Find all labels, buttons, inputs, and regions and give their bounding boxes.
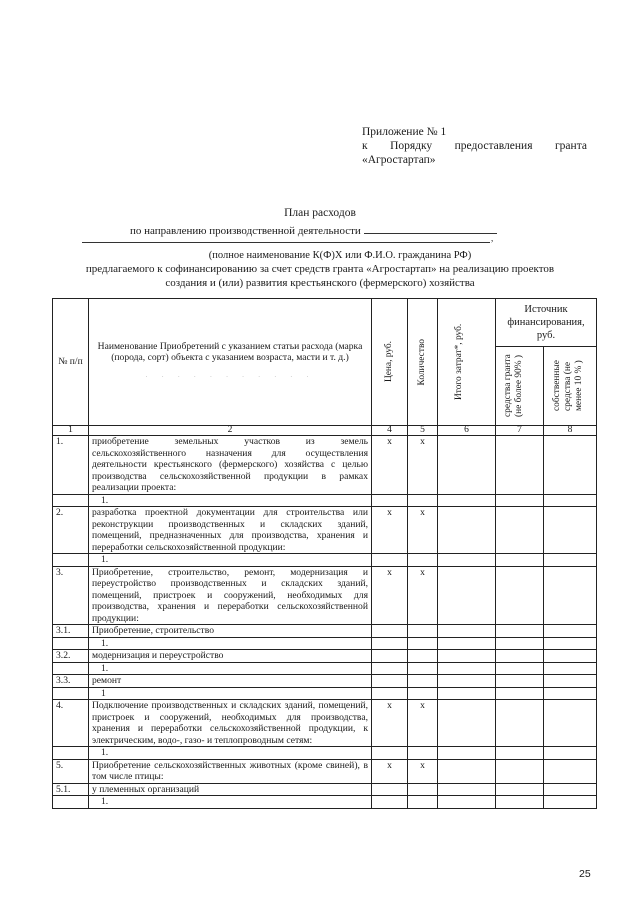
row-total[interactable] <box>438 566 496 625</box>
row-number: 2. <box>53 507 89 554</box>
row-own[interactable] <box>544 687 597 700</box>
row-grant[interactable] <box>496 436 544 495</box>
row-total[interactable] <box>438 700 496 747</box>
row-qty <box>408 796 438 809</box>
name-hint: (полное наименование К(Ф)Х или Ф.И.О. гражданина РФ) <box>208 250 472 261</box>
row-own[interactable] <box>544 650 597 663</box>
row-grant[interactable] <box>496 554 544 567</box>
row-price: х <box>372 700 408 747</box>
col-number: 6 <box>438 426 496 436</box>
row-number: 3.2. <box>53 650 89 663</box>
direction-label: по направлению производственной деятельности <box>130 225 361 237</box>
row-price: х <box>372 759 408 783</box>
appendix-reference: к Порядку предоставления гранта <box>362 140 587 152</box>
row-number: 5.1. <box>53 783 89 796</box>
row-number <box>53 494 89 507</box>
row-number <box>53 554 89 567</box>
row-grant[interactable] <box>496 796 544 809</box>
row-qty <box>408 554 438 567</box>
row-total[interactable] <box>438 687 496 700</box>
row-qty: х <box>408 436 438 495</box>
row-qty <box>408 662 438 675</box>
name-input-line[interactable] <box>82 232 490 243</box>
row-grant[interactable] <box>496 637 544 650</box>
row-number: 3.1. <box>53 625 89 638</box>
row-grant[interactable] <box>496 566 544 625</box>
row-number <box>53 796 89 809</box>
row-number: 3.3. <box>53 675 89 688</box>
row-number <box>53 687 89 700</box>
table-row-item-line <box>53 637 597 650</box>
row-own[interactable] <box>544 637 597 650</box>
row-number <box>53 662 89 675</box>
header-qty: Количество <box>408 299 438 426</box>
row-qty: х <box>408 759 438 783</box>
row-qty <box>408 625 438 638</box>
appendix-title: Приложение № 1 <box>362 126 447 138</box>
table-row <box>53 675 597 688</box>
row-name: ремонт <box>89 675 372 688</box>
row-qty <box>408 494 438 507</box>
row-price <box>372 675 408 688</box>
table-row <box>53 700 597 747</box>
row-name[interactable]: 1. <box>89 747 372 760</box>
row-grant[interactable] <box>496 507 544 554</box>
row-own[interactable] <box>544 675 597 688</box>
row-grant[interactable] <box>496 625 544 638</box>
row-number: 4. <box>53 700 89 747</box>
row-price <box>372 783 408 796</box>
header-grant: средства гранта (не более 90% ) <box>496 347 544 426</box>
row-qty: х <box>408 566 438 625</box>
row-number <box>53 637 89 650</box>
page-number: 25 <box>579 868 591 880</box>
row-qty <box>408 637 438 650</box>
row-name[interactable]: 1. <box>89 796 372 809</box>
row-price <box>372 687 408 700</box>
table-row <box>53 436 597 495</box>
plan-title: План расходов <box>284 207 356 219</box>
row-own[interactable] <box>544 747 597 760</box>
col-number: 4 <box>372 426 408 436</box>
header-price: Цена, руб. <box>372 299 408 426</box>
table-row <box>53 759 597 783</box>
row-qty <box>408 687 438 700</box>
row-total[interactable] <box>438 747 496 760</box>
row-own[interactable] <box>544 783 597 796</box>
row-price <box>372 554 408 567</box>
grant-name: «Агростартап» <box>362 154 436 166</box>
header-sources: Источник финансирования, руб. <box>496 299 597 347</box>
row-own[interactable] <box>544 554 597 567</box>
row-number: 5. <box>53 759 89 783</box>
row-qty: х <box>408 507 438 554</box>
row-own[interactable] <box>544 566 597 625</box>
row-total[interactable] <box>438 650 496 663</box>
header-row <box>53 299 597 347</box>
row-own[interactable] <box>544 759 597 783</box>
row-qty <box>408 650 438 663</box>
row-number: 1. <box>53 436 89 495</box>
row-price: х <box>372 566 408 625</box>
row-own[interactable] <box>544 436 597 495</box>
row-qty: х <box>408 700 438 747</box>
table-row <box>53 566 597 625</box>
row-price <box>372 747 408 760</box>
row-own[interactable] <box>544 625 597 638</box>
row-grant[interactable] <box>496 747 544 760</box>
col-number: 8 <box>544 426 597 436</box>
row-total[interactable] <box>438 507 496 554</box>
header-total: Итого затрат*, руб. <box>438 299 496 426</box>
header-name: Наименование Приобретений с указанием статьи расхода (марка (порода, сорт) объекта с указанием возраста, масти и т. д.) · · · · · · · · · · · <box>89 299 372 426</box>
row-qty <box>408 675 438 688</box>
row-name: приобретение земельных участков из земель сельскохозяйственного назначения для осуществления деятельности крестьянского (фермерского) хозяйства с целью производства сельскохозяйственной продукции в рамках реализации проекта: <box>89 436 372 495</box>
description-line-2: создания и (или) развития крестьянского (фермерского) хозяйства <box>165 277 475 289</box>
col-number: 1 <box>53 426 89 436</box>
row-name: модернизация и переустройство <box>89 650 372 663</box>
row-qty <box>408 747 438 760</box>
table-row-item-line <box>53 494 597 507</box>
header-num: № п/п <box>53 299 89 426</box>
row-own[interactable] <box>544 662 597 675</box>
row-total[interactable] <box>438 554 496 567</box>
expense-table <box>52 298 597 809</box>
table-row-item-line <box>53 554 597 567</box>
header-own: собственные средства (не менее 10 % ) <box>544 347 597 426</box>
table-row <box>53 507 597 554</box>
row-total[interactable] <box>438 783 496 796</box>
row-price <box>372 796 408 809</box>
row-total[interactable] <box>438 675 496 688</box>
row-grant[interactable] <box>496 700 544 747</box>
row-number: 3. <box>53 566 89 625</box>
table-row-item-line <box>53 687 597 700</box>
row-price <box>372 625 408 638</box>
table-row-item-line <box>53 747 597 760</box>
faint-dots: · · · · · · · · · · · <box>145 372 315 381</box>
row-name: Приобретение, строительство, ремонт, модернизация и переустройство производственных и складских зданий, помещений, пристроек и сооружений, необходимых для производства, хранения и переработки сельскохозяйственной продукции: <box>89 566 372 625</box>
appendix-block <box>362 125 587 167</box>
row-total[interactable] <box>438 494 496 507</box>
row-name[interactable]: 1 <box>89 687 372 700</box>
row-own[interactable] <box>544 796 597 809</box>
row-name: Подключение производственных и складских зданий, помещений, пристроек и сооружений, необходимых для производства, хранения и переработки сельскохозяйственной продукции, к электрическим, водо-, газо- и теплопроводным сетям: <box>89 700 372 747</box>
row-name: у племенных организаций <box>89 783 372 796</box>
row-qty <box>408 783 438 796</box>
row-number <box>53 747 89 760</box>
row-price <box>372 662 408 675</box>
row-grant[interactable] <box>496 662 544 675</box>
description-line-1: предлагаемого к софинансированию за счет средств гранта «Агростартап» на реализацию проектов <box>85 263 555 275</box>
table-row <box>53 650 597 663</box>
row-price <box>372 650 408 663</box>
row-own[interactable] <box>544 507 597 554</box>
row-grant[interactable] <box>496 759 544 783</box>
row-total[interactable] <box>438 637 496 650</box>
comma-mark: , <box>491 233 494 243</box>
table-row <box>53 783 597 796</box>
row-total[interactable] <box>438 625 496 638</box>
row-total[interactable] <box>438 662 496 675</box>
row-grant[interactable] <box>496 783 544 796</box>
row-grant[interactable] <box>496 650 544 663</box>
row-grant[interactable] <box>496 687 544 700</box>
row-name: Приобретение сельскохозяйственных животных (кроме свиней), в том числе птицы: <box>89 759 372 783</box>
row-price <box>372 494 408 507</box>
table-row <box>53 625 597 638</box>
col-number: 7 <box>496 426 544 436</box>
row-total[interactable] <box>438 759 496 783</box>
row-name[interactable]: 1. <box>89 494 372 507</box>
column-number-row <box>53 426 597 436</box>
row-grant[interactable] <box>496 675 544 688</box>
table-row-item-line <box>53 796 597 809</box>
row-grant[interactable] <box>496 494 544 507</box>
row-own[interactable] <box>544 700 597 747</box>
row-own[interactable] <box>544 494 597 507</box>
col-number: 2 <box>89 426 372 436</box>
row-name: разработка проектной документации для строительства или реконструкции производственных и складских зданий, помещений, предназначенных для производства, хранения и переработки сельскохозяйственной продукции: <box>89 507 372 554</box>
row-price <box>372 637 408 650</box>
row-name[interactable]: 1. <box>89 662 372 675</box>
row-price: х <box>372 436 408 495</box>
row-name[interactable]: 1. <box>89 637 372 650</box>
row-price: х <box>372 507 408 554</box>
row-name: Приобретение, строительство <box>89 625 372 638</box>
row-total[interactable] <box>438 436 496 495</box>
col-number: 5 <box>408 426 438 436</box>
table-row-item-line <box>53 662 597 675</box>
row-total[interactable] <box>438 796 496 809</box>
row-name[interactable]: 1. <box>89 554 372 567</box>
